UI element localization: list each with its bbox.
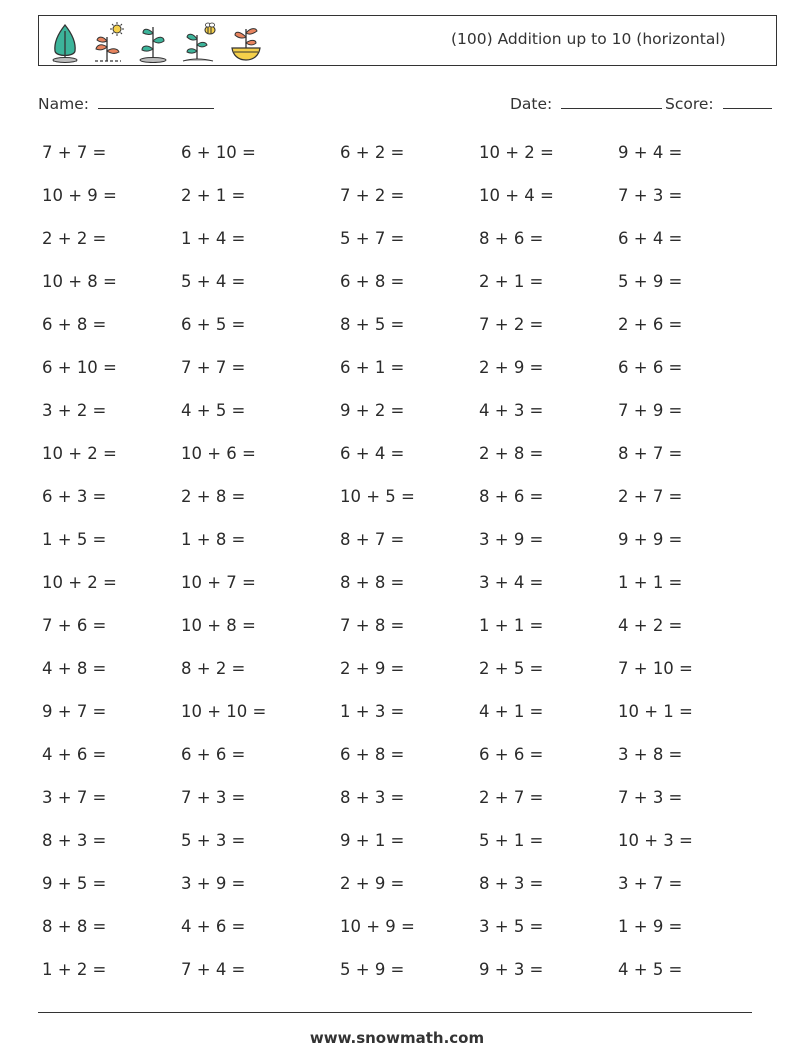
addition-problem: 8 + 8 = bbox=[340, 573, 405, 592]
addition-problem: 6 + 6 = bbox=[181, 745, 246, 764]
addition-problem: 2 + 9 = bbox=[479, 358, 544, 377]
addition-problem: 10 + 9 = bbox=[42, 186, 117, 205]
addition-problem: 9 + 5 = bbox=[42, 874, 107, 893]
addition-problem: 1 + 3 = bbox=[340, 702, 405, 721]
addition-problem: 6 + 2 = bbox=[340, 143, 405, 162]
date-label: Date: bbox=[510, 95, 553, 113]
addition-problem: 7 + 9 = bbox=[618, 401, 683, 420]
addition-problem: 9 + 7 = bbox=[42, 702, 107, 721]
addition-problem: 7 + 8 = bbox=[340, 616, 405, 635]
addition-problem: 2 + 1 = bbox=[181, 186, 246, 205]
addition-problem: 1 + 1 = bbox=[618, 573, 683, 592]
addition-problem: 8 + 3 = bbox=[479, 874, 544, 893]
tree-icon bbox=[47, 21, 83, 63]
addition-problem: 10 + 10 = bbox=[181, 702, 267, 721]
addition-problem: 1 + 5 = bbox=[42, 530, 107, 549]
addition-problem: 1 + 2 = bbox=[42, 960, 107, 979]
addition-problem: 3 + 4 = bbox=[479, 573, 544, 592]
addition-problem: 7 + 3 = bbox=[181, 788, 246, 807]
addition-problem: 6 + 8 = bbox=[340, 272, 405, 291]
addition-problem: 9 + 2 = bbox=[340, 401, 405, 420]
addition-problem: 3 + 2 = bbox=[42, 401, 107, 420]
addition-problem: 7 + 6 = bbox=[42, 616, 107, 635]
addition-problem: 5 + 7 = bbox=[340, 229, 405, 248]
addition-problem: 4 + 8 = bbox=[42, 659, 107, 678]
name-label: Name: bbox=[38, 95, 89, 113]
addition-problem: 1 + 4 = bbox=[181, 229, 246, 248]
addition-problem: 6 + 4 = bbox=[340, 444, 405, 463]
addition-problem: 10 + 5 = bbox=[340, 487, 415, 506]
addition-problem: 4 + 5 = bbox=[618, 960, 683, 979]
addition-problem: 1 + 9 = bbox=[618, 917, 683, 936]
addition-problem: 3 + 7 = bbox=[42, 788, 107, 807]
header-icons bbox=[47, 21, 265, 63]
addition-problem: 8 + 3 = bbox=[340, 788, 405, 807]
addition-problem: 6 + 8 = bbox=[340, 745, 405, 764]
sprout-icon bbox=[135, 21, 171, 63]
addition-problem: 10 + 4 = bbox=[479, 186, 554, 205]
addition-problem: 9 + 9 = bbox=[618, 530, 683, 549]
addition-problem: 2 + 8 = bbox=[181, 487, 246, 506]
addition-problem: 2 + 5 = bbox=[479, 659, 544, 678]
addition-problem: 5 + 9 = bbox=[618, 272, 683, 291]
plant-bee-icon bbox=[179, 21, 219, 63]
addition-problem: 4 + 5 = bbox=[181, 401, 246, 420]
addition-problem: 6 + 5 = bbox=[181, 315, 246, 334]
addition-problem: 5 + 3 = bbox=[181, 831, 246, 850]
addition-problem: 8 + 2 = bbox=[181, 659, 246, 678]
addition-problem: 6 + 4 = bbox=[618, 229, 683, 248]
addition-problem: 8 + 6 = bbox=[479, 229, 544, 248]
addition-problem: 7 + 2 = bbox=[479, 315, 544, 334]
addition-problem: 6 + 10 = bbox=[42, 358, 117, 377]
addition-problem: 2 + 8 = bbox=[479, 444, 544, 463]
addition-problem: 10 + 6 = bbox=[181, 444, 256, 463]
addition-problem: 4 + 3 = bbox=[479, 401, 544, 420]
potted-plant-icon bbox=[227, 21, 265, 63]
addition-problem: 2 + 2 = bbox=[42, 229, 107, 248]
addition-problem: 6 + 1 = bbox=[340, 358, 405, 377]
addition-problem: 7 + 3 = bbox=[618, 186, 683, 205]
addition-problem: 2 + 7 = bbox=[618, 487, 683, 506]
addition-problem: 3 + 7 = bbox=[618, 874, 683, 893]
addition-problem: 2 + 9 = bbox=[340, 874, 405, 893]
addition-problem: 10 + 2 = bbox=[42, 573, 117, 592]
addition-problem: 10 + 8 = bbox=[42, 272, 117, 291]
date-blank[interactable] bbox=[561, 94, 662, 109]
flower-sun-icon bbox=[91, 21, 127, 63]
addition-problem: 8 + 8 = bbox=[42, 917, 107, 936]
addition-problem: 4 + 2 = bbox=[618, 616, 683, 635]
addition-problem: 9 + 3 = bbox=[479, 960, 544, 979]
addition-problem: 7 + 10 = bbox=[618, 659, 693, 678]
name-blank[interactable] bbox=[98, 94, 214, 109]
addition-problem: 10 + 3 = bbox=[618, 831, 693, 850]
addition-problem: 4 + 6 = bbox=[181, 917, 246, 936]
addition-problem: 5 + 9 = bbox=[340, 960, 405, 979]
worksheet-title: (100) Addition up to 10 (horizontal) bbox=[451, 30, 726, 48]
score-blank[interactable] bbox=[723, 94, 772, 109]
addition-problem: 3 + 9 = bbox=[479, 530, 544, 549]
addition-problem: 8 + 3 = bbox=[42, 831, 107, 850]
addition-problem: 8 + 5 = bbox=[340, 315, 405, 334]
addition-problem: 8 + 6 = bbox=[479, 487, 544, 506]
addition-problem: 9 + 1 = bbox=[340, 831, 405, 850]
addition-problem: 1 + 8 = bbox=[181, 530, 246, 549]
addition-problem: 10 + 8 = bbox=[181, 616, 256, 635]
addition-problem: 4 + 6 = bbox=[42, 745, 107, 764]
score-label: Score: bbox=[665, 95, 714, 113]
footer-website: www.snowmath.com bbox=[309, 1029, 485, 1047]
name-field[interactable] bbox=[38, 94, 214, 113]
addition-problem: 2 + 6 = bbox=[618, 315, 683, 334]
addition-problem: 2 + 9 = bbox=[340, 659, 405, 678]
addition-problem: 10 + 1 = bbox=[618, 702, 693, 721]
addition-problem: 6 + 6 = bbox=[618, 358, 683, 377]
score-field[interactable] bbox=[665, 94, 772, 113]
worksheet-header bbox=[38, 15, 777, 66]
addition-problem: 6 + 8 = bbox=[42, 315, 107, 334]
addition-problem: 5 + 4 = bbox=[181, 272, 246, 291]
date-field[interactable] bbox=[510, 94, 662, 113]
addition-problem: 6 + 6 = bbox=[479, 745, 544, 764]
addition-problem: 7 + 7 = bbox=[181, 358, 246, 377]
addition-problem: 4 + 1 = bbox=[479, 702, 544, 721]
addition-problem: 7 + 4 = bbox=[181, 960, 246, 979]
addition-problem: 3 + 8 = bbox=[618, 745, 683, 764]
addition-problem: 3 + 5 = bbox=[479, 917, 544, 936]
footer-divider bbox=[38, 1012, 752, 1013]
addition-problem: 2 + 1 = bbox=[479, 272, 544, 291]
addition-problem: 3 + 9 = bbox=[181, 874, 246, 893]
addition-problem: 7 + 2 = bbox=[340, 186, 405, 205]
addition-problem: 1 + 1 = bbox=[479, 616, 544, 635]
addition-problem: 10 + 2 = bbox=[479, 143, 554, 162]
addition-problem: 9 + 4 = bbox=[618, 143, 683, 162]
addition-problem: 10 + 2 = bbox=[42, 444, 117, 463]
addition-problem: 6 + 10 = bbox=[181, 143, 256, 162]
addition-problem: 7 + 3 = bbox=[618, 788, 683, 807]
addition-problem: 6 + 3 = bbox=[42, 487, 107, 506]
addition-problem: 2 + 7 = bbox=[479, 788, 544, 807]
addition-problem: 10 + 7 = bbox=[181, 573, 256, 592]
addition-problem: 5 + 1 = bbox=[479, 831, 544, 850]
addition-problem: 7 + 7 = bbox=[42, 143, 107, 162]
addition-problem: 8 + 7 = bbox=[340, 530, 405, 549]
addition-problem: 8 + 7 = bbox=[618, 444, 683, 463]
addition-problem: 10 + 9 = bbox=[340, 917, 415, 936]
